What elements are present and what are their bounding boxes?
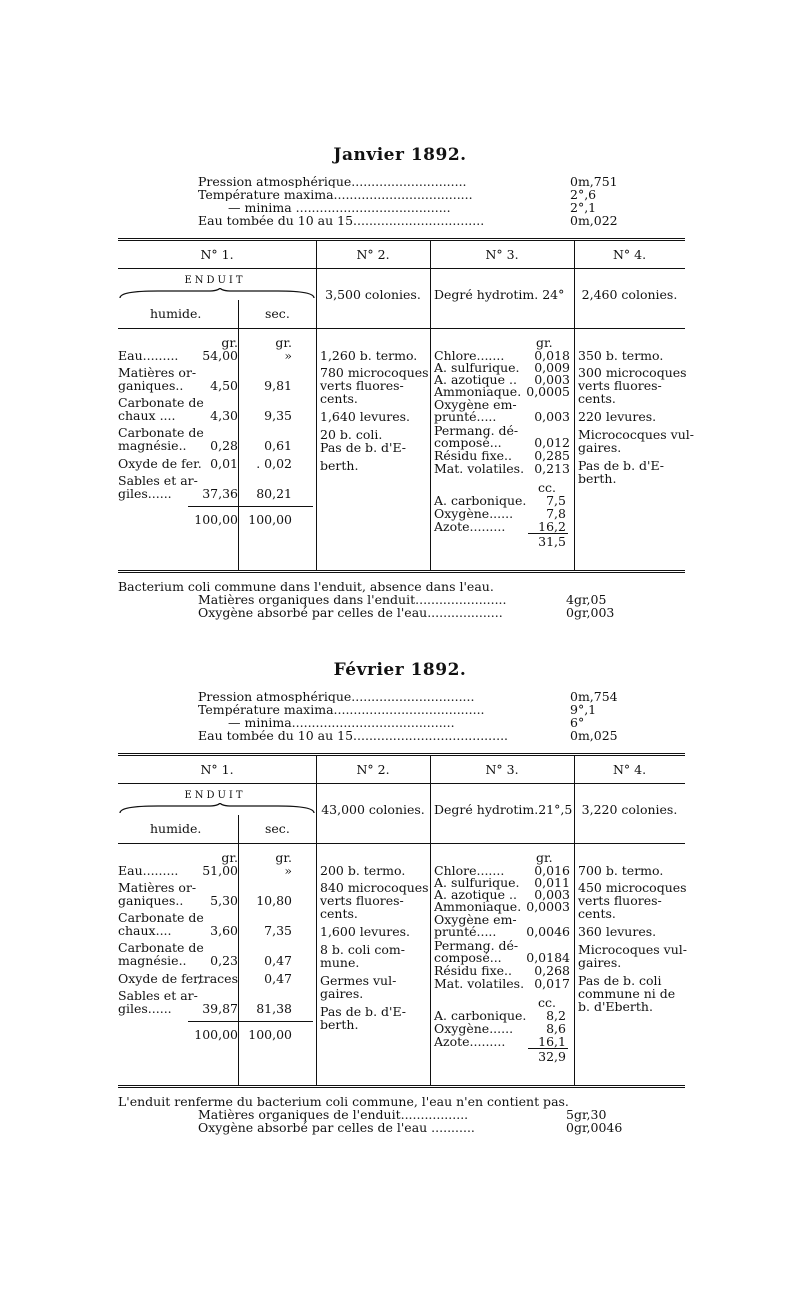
jan-n3-label: Oxygène em- [434,397,517,412]
jan-col-header: N° 4. [612,247,647,262]
meta-value: 6° [570,715,585,730]
jan-n1-sec-value: » [284,348,292,363]
jan-n3-gas-value: 16,2 [538,519,566,534]
feb-n1-humide-value: 39,87 [202,1001,238,1016]
jan-n4-line: berth. [578,471,617,486]
feb-meta-block [198,690,618,742]
feb-n3-gas-label: A. carbonique. [434,1008,527,1023]
feb-n3-value: 0,0184 [526,950,570,965]
feb-n1-label: Eau......... [118,863,179,878]
jan-sub-rule [118,328,685,329]
meta-label: Température maxima................................... [198,188,473,201]
jan-n1-humide-value: 0,01 [210,456,238,471]
jan-n3-value: 0,012 [534,435,570,450]
feb-n1-humide-value: 3,60 [210,923,238,938]
jan-n1-label: Carbonate de [118,395,204,410]
meta-label: — minima......................................... [228,716,455,729]
meta-row [198,703,618,716]
feb-n4-line: verts fluores- [578,893,662,908]
feb-enduit-label: ENDUIT [184,790,246,801]
feb-col-header: N° 4. [612,762,647,777]
jan-note-label: Matières organiques dans l'enduit....................... [198,592,507,607]
feb-n3-label: A. sulfurique. [434,875,520,890]
jan-n2-line: 1,640 levures. [320,409,411,424]
jan-meta-block [198,175,618,227]
jan-n4-line: 300 microcoques [578,365,687,380]
meta-label: Eau tombée du 10 au 15................................. [198,214,485,227]
feb-n1-label: Carbonate de [118,910,204,925]
jan-enduit-label: ENDUIT [184,275,246,286]
feb-n3-label: Résidu fixe.. [434,963,512,978]
meta-row [198,716,618,729]
feb-n3-gas-label: Azote......... [434,1034,506,1049]
feb-n3-label: A. azotique .. [434,887,517,902]
meta-label: Eau tombée du 10 au 15....................................... [198,729,509,742]
jan-n3-value: 0,285 [534,448,570,463]
feb-n3-value: 0,016 [534,863,570,878]
feb-n3-value: 0,0003 [526,899,570,914]
jan-n3-gas-label: Azote......... [434,519,506,534]
meta-row [198,188,618,201]
meta-value: 0m,754 [570,689,618,704]
feb-n3-value: 0,003 [534,887,570,902]
jan-n1-total-sec: 100,00 [248,512,292,527]
feb-n4-line: gaires. [578,955,622,970]
meta-value: 9°,1 [570,702,597,717]
jan-n3-value: 0,003 [534,409,570,424]
jan-n4-line: verts fluores- [578,378,662,393]
jan-sub-sec: sec. [265,306,290,321]
meta-row [198,175,618,188]
feb-n3-unit: gr. [536,850,553,865]
jan-n1-sec-value: 9,81 [264,378,292,393]
jan-n3-unit: gr. [536,335,553,350]
feb-n1-total-sec: 100,00 [248,1027,292,1042]
feb-n1-label: magnésie.. [118,953,187,968]
feb-n4-line: Microcoques vul- [578,942,687,957]
feb-n3-label: prunté..... [434,924,497,939]
jan-n1-humide-value: 37,36 [202,486,238,501]
feb-table-bottom-rule [118,1085,685,1088]
jan-n2-line: cents. [320,391,358,406]
feb-n1-sec-value: 10,80 [256,893,292,908]
jan-n3-label: Mat. volatiles. [434,461,525,476]
feb-n3-gas-label: Oxygène...... [434,1021,514,1036]
jan-n1-humide-value: gr. [221,335,238,350]
jan-n1-label: Eau......... [118,348,179,363]
feb-n3-label: Mat. volatiles. [434,976,525,991]
meta-label: Pression atmosphérique............................. [198,175,467,188]
jan-n3-total: 31,5 [538,534,566,549]
jan-n4-line: gaires. [578,440,622,455]
jan-n3-gas-label: Oxygène...... [434,506,514,521]
jan-n4-line: 220 levures. [578,409,657,424]
feb-sub-sec: sec. [265,821,290,836]
jan-header-rule [118,268,685,269]
feb-n2-line: Germes vul- [320,973,397,988]
jan-n1-label: ganiques.. [118,378,184,393]
feb-col-header: N° 1. [200,762,234,777]
feb-note-label: Matières organiques de l'enduit................. [198,1107,469,1122]
feb-n2-line: 1,600 levures. [320,924,411,939]
jan-n3-cc: cc. [538,480,556,495]
feb-n1-sec-value: 0,47 [264,953,292,968]
jan-n1-humide-value: 4,30 [210,408,238,423]
feb-n3-gas-value: 8,2 [546,1008,566,1023]
jan-title: Janvier 1892. [333,145,467,165]
feb-n3-label: Chlore....... [434,863,505,878]
feb-n1-sec-value: gr. [275,850,292,865]
meta-label: Température maxima...................................... [198,703,485,716]
jan-n1-label: Sables et ar- [118,473,198,488]
feb-col-header: N° 2. [356,762,390,777]
jan-col-header: N° 1. [200,247,234,262]
jan-n4-head: 2,460 colonies. [581,287,678,302]
feb-n4-head: 3,220 colonies. [581,802,678,817]
feb-n2-line: berth. [320,1017,359,1032]
jan-n1-humide-value: 4,50 [210,378,238,393]
feb-n3-total: 32,9 [538,1049,566,1064]
feb-sub-rule [118,843,685,844]
feb-n1-label: chaux.... [118,923,172,938]
jan-n1-sec-value: 80,21 [256,486,292,501]
jan-n3-label: Résidu fixe.. [434,448,512,463]
feb-n2-line: gaires. [320,986,364,1001]
meta-label: — minima ....................................... [228,201,451,214]
meta-value: 2°,6 [570,187,597,202]
jan-n1-sec-value: 9,35 [264,408,292,423]
meta-value: 0m,751 [570,174,618,189]
feb-n1-sec-value: 0,47 [264,971,292,986]
jan-n1-humide-value: 0,28 [210,438,238,453]
feb-n1-humide-value: traces [198,971,238,986]
feb-n2-line: mune. [320,955,360,970]
feb-n2-line: 8 b. coli com- [320,942,405,957]
feb-sub-divider [238,815,239,1085]
jan-n4-line: 350 b. termo. [578,348,664,363]
jan-n1-label: Oxyde de fer. [118,456,202,471]
meta-value: 2°,1 [570,200,597,215]
jan-note-value: 4gr,05 [566,592,607,607]
jan-n3-gas-value: 7,5 [546,493,566,508]
feb-n2-line: Pas de b. d'E- [320,1004,407,1019]
feb-n1-total-humide: 100,00 [194,1027,238,1042]
jan-n3-gas-label: A. carbonique. [434,493,527,508]
jan-n3-value: 0,213 [534,461,570,476]
jan-n3-label: composé... [434,435,502,450]
jan-sub-divider [238,300,239,570]
feb-col-divider [430,756,431,1085]
feb-n3-label: Permang. dé- [434,938,519,953]
feb-header-rule [118,783,685,784]
feb-n3-value: 0,011 [534,875,570,890]
jan-sub-humide: humide. [150,306,202,321]
meta-value: 0m,022 [570,213,618,228]
feb-n1-label: Matières or- [118,880,197,895]
feb-n2-line: 840 microcoques [320,880,429,895]
jan-n2-line: berth. [320,458,359,473]
feb-note-value: 5gr,30 [566,1107,607,1122]
jan-n2-line: verts fluores- [320,378,404,393]
brace-icon [118,288,318,300]
feb-n4-line: Pas de b. coli [578,973,662,988]
feb-note-value: 0gr,0046 [566,1120,623,1135]
jan-n3-value: 0,018 [534,348,570,363]
meta-row [198,729,618,742]
feb-n1-label: ganiques.. [118,893,184,908]
feb-n2-line: verts fluores- [320,893,404,908]
jan-n4-line: Micrococques vul- [578,427,694,442]
feb-n3-value: 0,0046 [526,924,570,939]
jan-n2-head: 3,500 colonies. [325,287,421,302]
meta-row [198,690,618,703]
brace-icon [118,803,318,815]
feb-n1-sec-value: 7,35 [264,923,292,938]
jan-n3-value: 0,0005 [526,384,570,399]
feb-n2-head: 43,000 colonies. [321,802,425,817]
jan-n2-line: Pas de b. d'E- [320,440,407,455]
jan-col-header: N° 3. [485,247,519,262]
jan-n3-value: 0,009 [534,360,570,375]
jan-n1-total-humide: 100,00 [194,512,238,527]
feb-n1-humide-value: 0,23 [210,953,238,968]
feb-n1-total-rule [188,1021,313,1022]
meta-value: 0m,025 [570,728,618,743]
feb-n3-label: composé... [434,950,502,965]
jan-n3-label: Chlore....... [434,348,505,363]
feb-table-top-rule [118,753,685,756]
jan-n1-sec-value: . 0,02 [256,456,292,471]
feb-n1-label: Oxyde de fer, [118,971,202,986]
feb-n4-line: 360 levures. [578,924,657,939]
jan-n2-line: 1,260 b. termo. [320,348,418,363]
jan-n1-humide-value: 54,00 [202,348,238,363]
jan-note-label: Oxygène absorbé par celles de l'eau................... [198,605,503,620]
jan-n2-line: 780 microcoques [320,365,429,380]
jan-n1-sec-value: gr. [275,335,292,350]
feb-n4-line: b. d'Eberth. [578,999,653,1014]
feb-n3-gas-value: 8,6 [546,1021,566,1036]
jan-n3-label: A. sulfurique. [434,360,520,375]
jan-n3-value: 0,003 [534,372,570,387]
jan-n1-label: giles...... [118,486,172,501]
feb-n2-line: cents. [320,906,358,921]
feb-n4-line: 450 microcoques [578,880,687,895]
jan-col-header: N° 2. [356,247,390,262]
feb-note-label: Oxygène absorbé par celles de l'eau ........... [198,1120,475,1135]
jan-n1-label: chaux .... [118,408,176,423]
feb-n1-label: Carbonate de [118,940,204,955]
feb-n1-sec-value: 81,38 [256,1001,292,1016]
jan-col-divider [430,241,431,570]
feb-title: Février 1892. [333,660,467,680]
feb-n3-cc: cc. [538,995,556,1010]
feb-n3-label: Oxygène em- [434,912,517,927]
jan-n1-label: Carbonate de [118,425,204,440]
feb-n3-gas-value: 16,1 [538,1034,566,1049]
jan-n1-label: Matières or- [118,365,197,380]
feb-n4-line: cents. [578,906,616,921]
feb-n3-value: 0,268 [534,963,570,978]
feb-n1-humide-value: 51,00 [202,863,238,878]
jan-n4-line: Pas de b. d'E- [578,458,665,473]
jan-n1-label: magnésie.. [118,438,187,453]
feb-n3-value: 0,017 [534,976,570,991]
jan-n3-label: A. azotique .. [434,372,517,387]
feb-n2-line: 200 b. termo. [320,863,406,878]
jan-table-bottom-rule [118,570,685,573]
feb-col-header: N° 3. [485,762,519,777]
feb-n3-label: Ammoniaque. [434,899,522,914]
feb-n1-sec-value: » [284,863,292,878]
meta-row [198,214,618,227]
jan-note-label: Bacterium coli commune dans l'enduit, absence dans l'eau. [118,579,494,594]
jan-n1-sec-value: 0,61 [264,438,292,453]
jan-table-top-rule [118,238,685,241]
feb-n1-humide-value: gr. [221,850,238,865]
jan-n3-label: prunté..... [434,409,497,424]
feb-n1-humide-value: 5,30 [210,893,238,908]
jan-n3-label: Permang. dé- [434,423,519,438]
feb-n4-line: 700 b. termo. [578,863,664,878]
meta-row [198,201,618,214]
jan-n4-line: cents. [578,391,616,406]
meta-label: Pression atmosphérique............................... [198,690,475,703]
feb-note-label: L'enduit renferme du bacterium coli commune, l'eau n'en contient pas. [118,1094,569,1109]
feb-sub-humide: humide. [150,821,202,836]
jan-n3-label: Ammoniaque. [434,384,522,399]
jan-n1-total-rule [188,506,313,507]
feb-n1-label: Sables et ar- [118,988,198,1003]
jan-n3-head: Degré hydrotim. 24° [434,287,565,302]
feb-n1-label: giles...... [118,1001,172,1016]
jan-note-value: 0gr,003 [566,605,615,620]
jan-n2-line: 20 b. coli. [320,427,383,442]
feb-n4-line: commune ni de [578,986,676,1001]
jan-n3-gas-value: 7,8 [546,506,566,521]
feb-n3-head: Degré hydrotim.21°,5 [434,802,573,817]
